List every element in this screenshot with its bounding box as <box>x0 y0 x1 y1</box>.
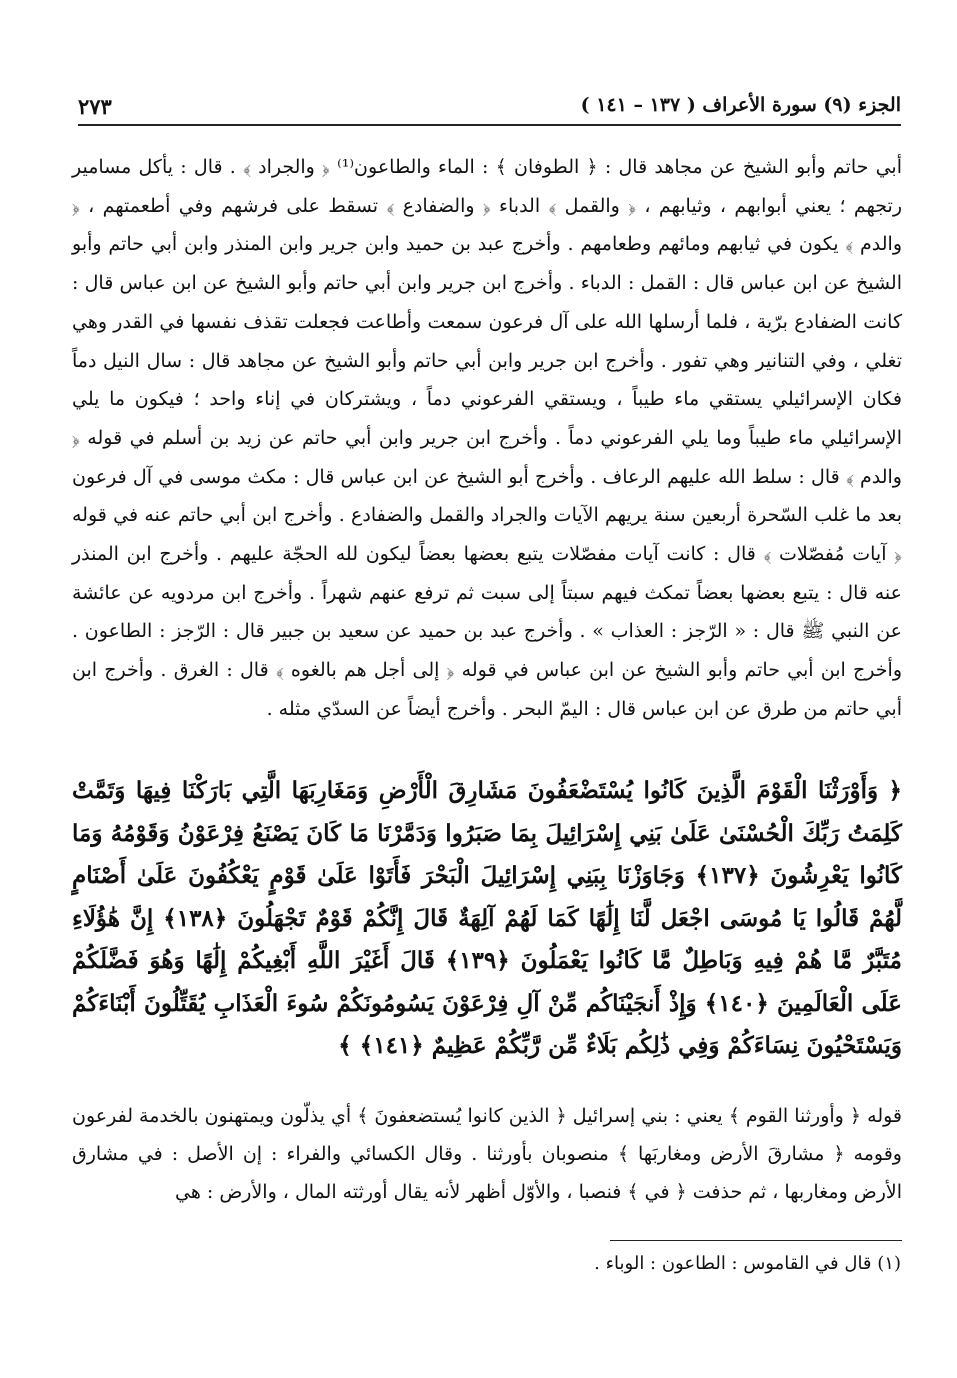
footnote: (١) قال في القاموس : الطاعون : الوباء . <box>594 1253 901 1274</box>
commentary-section <box>72 148 902 729</box>
exegesis-section <box>72 1097 902 1211</box>
exegesis-paragraph: قوله ﴿ وأورثنا القوم ﴾ يعني : بني إسرائيل ﴿ الذين كانوا يُستضعفونَ ﴾ أي يذلّون ويمتهنون بالخدمة لفرعون وقومه ﴿ مشارقَ الأرض ومغاربَها ﴾ منصوبان بأورثنا . وقال الكسائي والفراء : إن الأصل : في مشارق الأرض ومغاربها ، ثم حذفت ﴿ في ﴾ فنصبا ، والأوّل أظهر لأنه يقال أورثته المال ، والأرض : هي <box>72 1105 902 1203</box>
commentary-paragraph: أبي حاتم وأبو الشيخ عن مجاهد قال : ﴿ الطوفان ﴾ : الماء والطاعون⁽¹⁾ ﴿ والجراد ﴾ . قال : يأكل مسامير رتجهم ؛ يعني أبوابهم ، وثيابهم ، ﴿ والقمل ﴾ الدباء ﴿ والضفادع ﴾ تسقط على فرشهم وفي أطعمتهم ، ﴿ والدم ﴾ يكون في ثيابهم ومائهم وطعامهم . وأخرج عبد بن حميد وابن جرير وابن المنذر وابن أبي حاتم وأبو الشيخ عن ابن عباس قال : القمل : الدباء . وأخرج ابن جرير وابن أبي حاتم وأبو الشيخ عن ابن عباس قال : كانت الضفادع برّية ، فلما أرسلها الله على آل فرعون سمعت وأطاعت فجعلت تقذف نفسها في القدر وهي تغلي ، وفي التنانير وهي تفور . وأخرج ابن جرير وابن أبي حاتم وأبو الشيخ عن مجاهد قال : سال النيل دماً فكان الإسرائيلي يستقي ماء طيباً ، ويستقي الفرعوني دماً ، ويشتركان في إناء واحد ؛ فيكون ما يلي الإسرائيلي ماء طيباً وما يلي الفرعوني دماً . وأخرج ابن جرير وابن أبي حاتم عن زيد بن أسلم في قوله ﴿ والدم ﴾ قال : سلط الله عليهم الرعاف . وأخرج أبو الشيخ عن ابن عباس قال : مكث موسى في آل فرعون بعد ما غلب السّحرة أربعين سنة يريهم الآيات والجراد والقمل والضفادع . وأخرج ابن أبي حاتم عنه في قوله ﴿ آيات مُفصّلات ﴾ قال : كانت آيات مفصّلات يتبع بعضها بعضاً ليكون لله الحجّة عليهم . وأخرج ابن المنذر عنه قال : يتبع بعضها بعضاً تمكث فيهم سبتاً إلى سبت ثم ترفع عنهم شهراً . وأخرج ابن مردويه عن عائشة عن النبي ﷺ قال : « الرّجز : العذاب » . وأخرج عبد بن حميد عن سعيد بن جبير قال : الرّجز : الطاعون . وأخرج ابن أبي حاتم وأبو الشيخ عن ابن عباس في قوله ﴿ إلى أجل هم بالغوه ﴾ قال : الغرق . وأخرج ابن أبي حاتم من طرق عن ابن عباس قال : اليمّ البحر . وأخرج أيضاً عن السدّي مثله . <box>72 156 902 720</box>
footnote-rule <box>610 1240 902 1241</box>
header-rule <box>78 124 901 126</box>
running-header <box>78 88 901 126</box>
header-title: الجزء (٩) سورة الأعراف ( ١٣٧ – ١٤١ ) <box>580 94 901 116</box>
quran-verses-section <box>72 770 902 1068</box>
quran-verses-text: ﴿ وَأَوْرَثْنَا الْقَوْمَ الَّذِينَ كَانُوا يُسْتَضْعَفُونَ مَشَارِقَ الْأَرْضِ وَمَغَارِبَهَا الَّتِي بَارَكْنَا فِيهَا وَتَمَّتْ كَلِمَتُ رَبِّكَ الْحُسْنَىٰ عَلَىٰ بَنِي إِسْرَائِيلَ بِمَا صَبَرُوا وَدَمَّرْنَا مَا كَانَ يَصْنَعُ فِرْعَوْنُ وَقَوْمُهُ وَمَا كَانُوا يَعْرِشُونَ ﴿١٣٧﴾ وَجَاوَزْنَا بِبَنِي إِسْرَائِيلَ الْبَحْرَ فَأَتَوْا عَلَىٰ قَوْمٍ يَعْكُفُونَ عَلَىٰ أَصْنَامٍ لَّهُمْ قَالُوا يَا مُوسَى اجْعَل لَّنَا إِلَٰهًا كَمَا لَهُمْ آلِهَةٌ قَالَ إِنَّكُمْ قَوْمٌ تَجْهَلُونَ ﴿١٣٨﴾ إِنَّ هَٰؤُلَاءِ مُتَبَّرٌ مَّا هُمْ فِيهِ وَبَاطِلٌ مَّا كَانُوا يَعْمَلُونَ ﴿١٣٩﴾ قَالَ أَغَيْرَ اللَّهِ أَبْغِيكُمْ إِلَٰهًا وَهُوَ فَضَّلَكُمْ عَلَى الْعَالَمِينَ ﴿١٤٠﴾ وَإِذْ أَنجَيْنَاكُم مِّنْ آلِ فِرْعَوْنَ يَسُومُونَكُمْ سُوءَ الْعَذَابِ يُقَتِّلُونَ أَبْنَاءَكُمْ وَيَسْتَحْيُونَ نِسَاءَكُمْ وَفِي ذَٰلِكُم بَلَاءٌ مِّن رَّبِّكُمْ عَظِيمٌ ﴿١٤١﴾ ﴾ <box>72 777 902 1059</box>
page-number: ٢٧٣ <box>78 94 112 119</box>
